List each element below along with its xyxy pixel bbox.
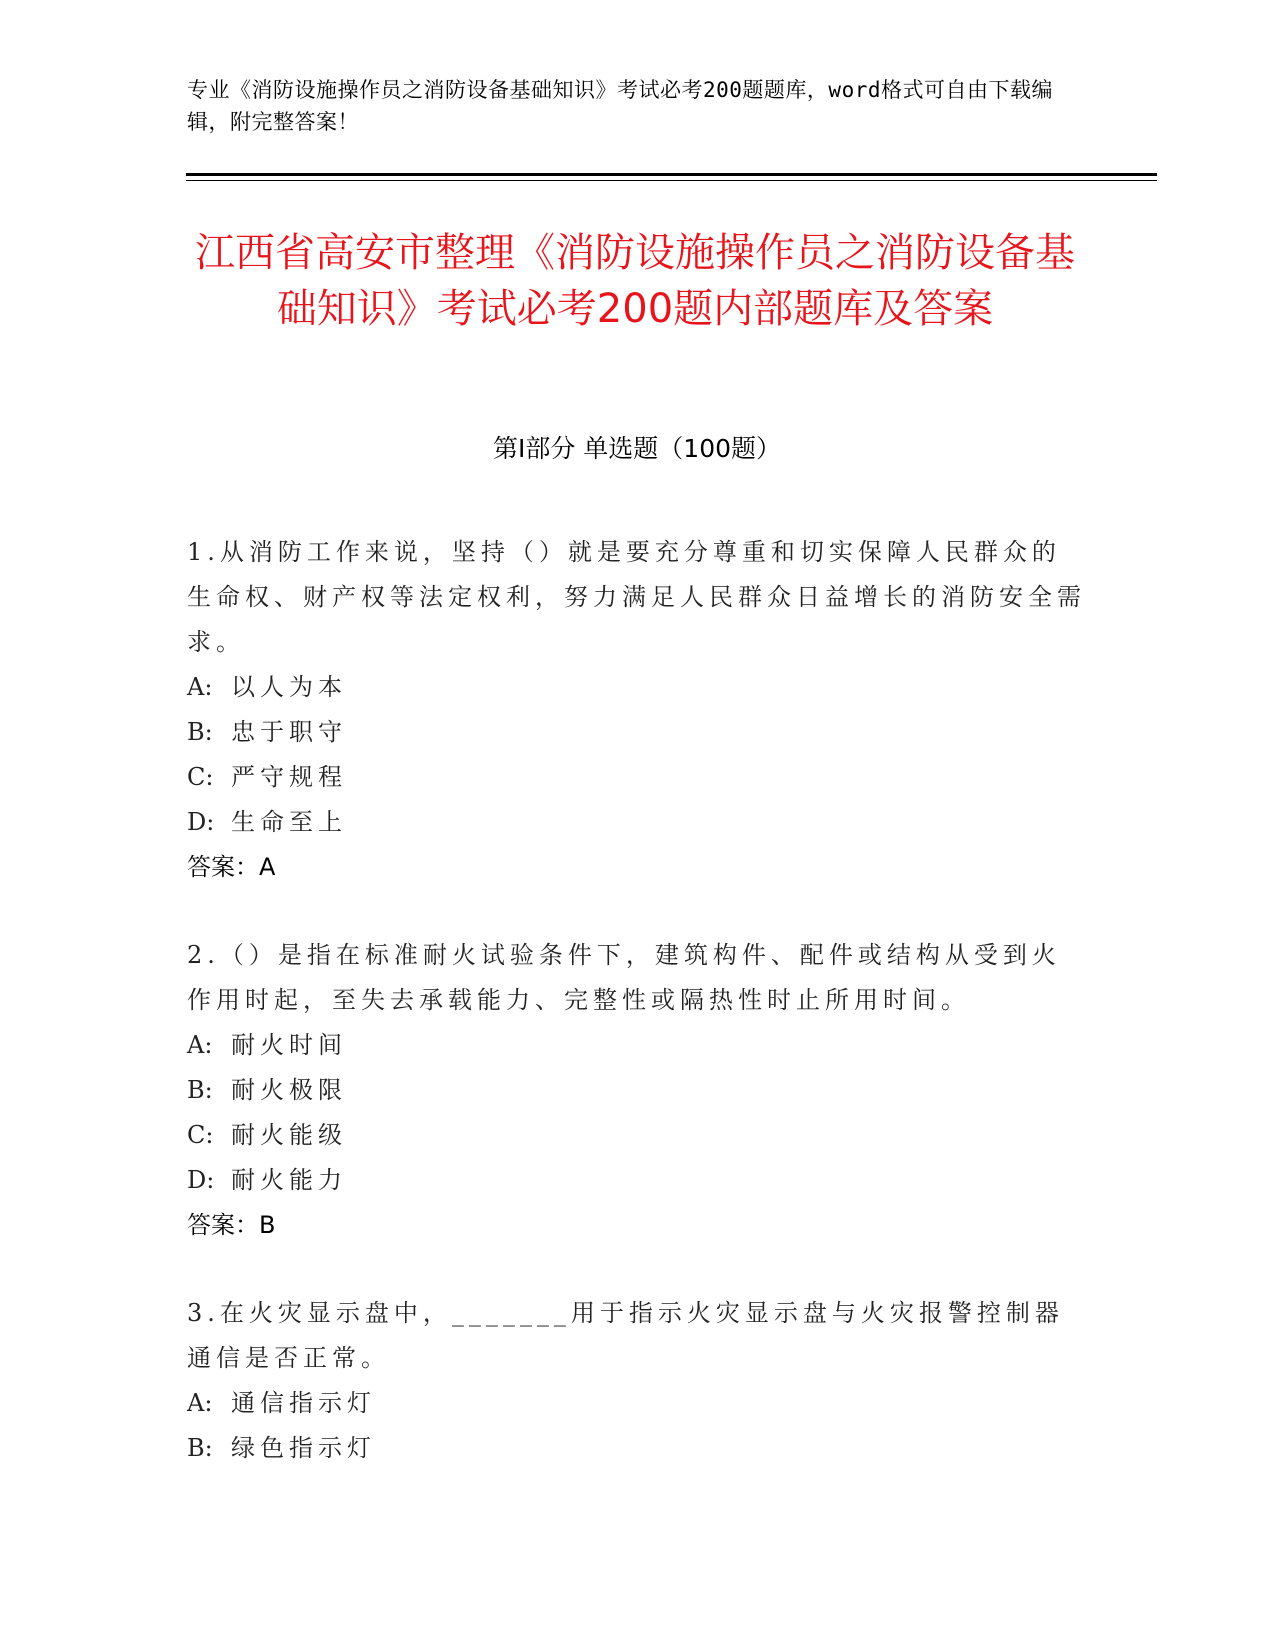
option-b — [187, 1068, 1087, 1113]
option-b — [187, 710, 1087, 755]
option-a — [187, 665, 1087, 710]
question-stem: 3.在火灾显示盘中，_______用于指示火灾显示盘与火灾报警控制器通信是否正常。 — [187, 1299, 1064, 1372]
option-text: 耐火时间 — [231, 1031, 347, 1059]
question-list — [187, 530, 1087, 1514]
section-title: 第Ⅰ部分 单选题（100题） — [492, 434, 782, 463]
option-text: 通信指示灯 — [231, 1389, 376, 1417]
option-a — [187, 1381, 1087, 1426]
option-d — [187, 800, 1087, 845]
question-stem: 2.（）是指在标准耐火试验条件下，建筑构件、配件或结构从受到火作用时起，至失去承载能力、完整性或隔热性时止所用时间。 — [187, 941, 1061, 1014]
option-key: B: — [187, 718, 213, 746]
option-c — [187, 755, 1087, 800]
option-d — [187, 1158, 1087, 1203]
question-1 — [187, 530, 1087, 890]
question-3 — [187, 1291, 1087, 1471]
option-key: D: — [187, 1166, 215, 1194]
option-key: A: — [187, 1031, 213, 1059]
option-key: C: — [187, 763, 214, 791]
option-text: 生命至上 — [231, 808, 347, 836]
header-rule-thin — [186, 180, 1157, 181]
option-text: 绿色指示灯 — [231, 1434, 376, 1462]
header-note: 专业《消防设施操作员之消防设备基础知识》考试必考200题题库，word格式可自由下载编辑，附完整答案！ — [187, 78, 1053, 134]
option-key: C: — [187, 1121, 214, 1149]
option-key: A: — [187, 673, 213, 701]
option-a — [187, 1023, 1087, 1068]
option-key: B: — [187, 1076, 213, 1104]
option-text: 耐火极限 — [231, 1076, 347, 1104]
option-text: 耐火能力 — [231, 1166, 347, 1194]
question-stem: 1.从消防工作来说，坚持（）就是要充分尊重和切实保障人民群众的生命权、财产权等法定权利，努力满足人民群众日益增长的消防安全需求。 — [187, 538, 1086, 656]
option-key: B: — [187, 1434, 213, 1462]
document-title: 江西省高安市整理《消防设施操作员之消防设备基础知识》考试必考200题内部题库及答案 — [195, 230, 1075, 332]
option-b — [187, 1426, 1087, 1471]
option-key: A: — [187, 1389, 213, 1417]
option-text: 忠于职守 — [231, 718, 347, 746]
question-2 — [187, 933, 1087, 1248]
option-text: 严守规程 — [231, 763, 347, 791]
option-text: 耐火能级 — [231, 1121, 347, 1149]
answer-line: 答案：A — [187, 853, 276, 881]
option-text: 以人为本 — [231, 673, 347, 701]
option-c — [187, 1113, 1087, 1158]
header-rule-thick — [186, 173, 1157, 176]
option-key: D: — [187, 808, 215, 836]
answer-line: 答案：B — [187, 1211, 276, 1239]
